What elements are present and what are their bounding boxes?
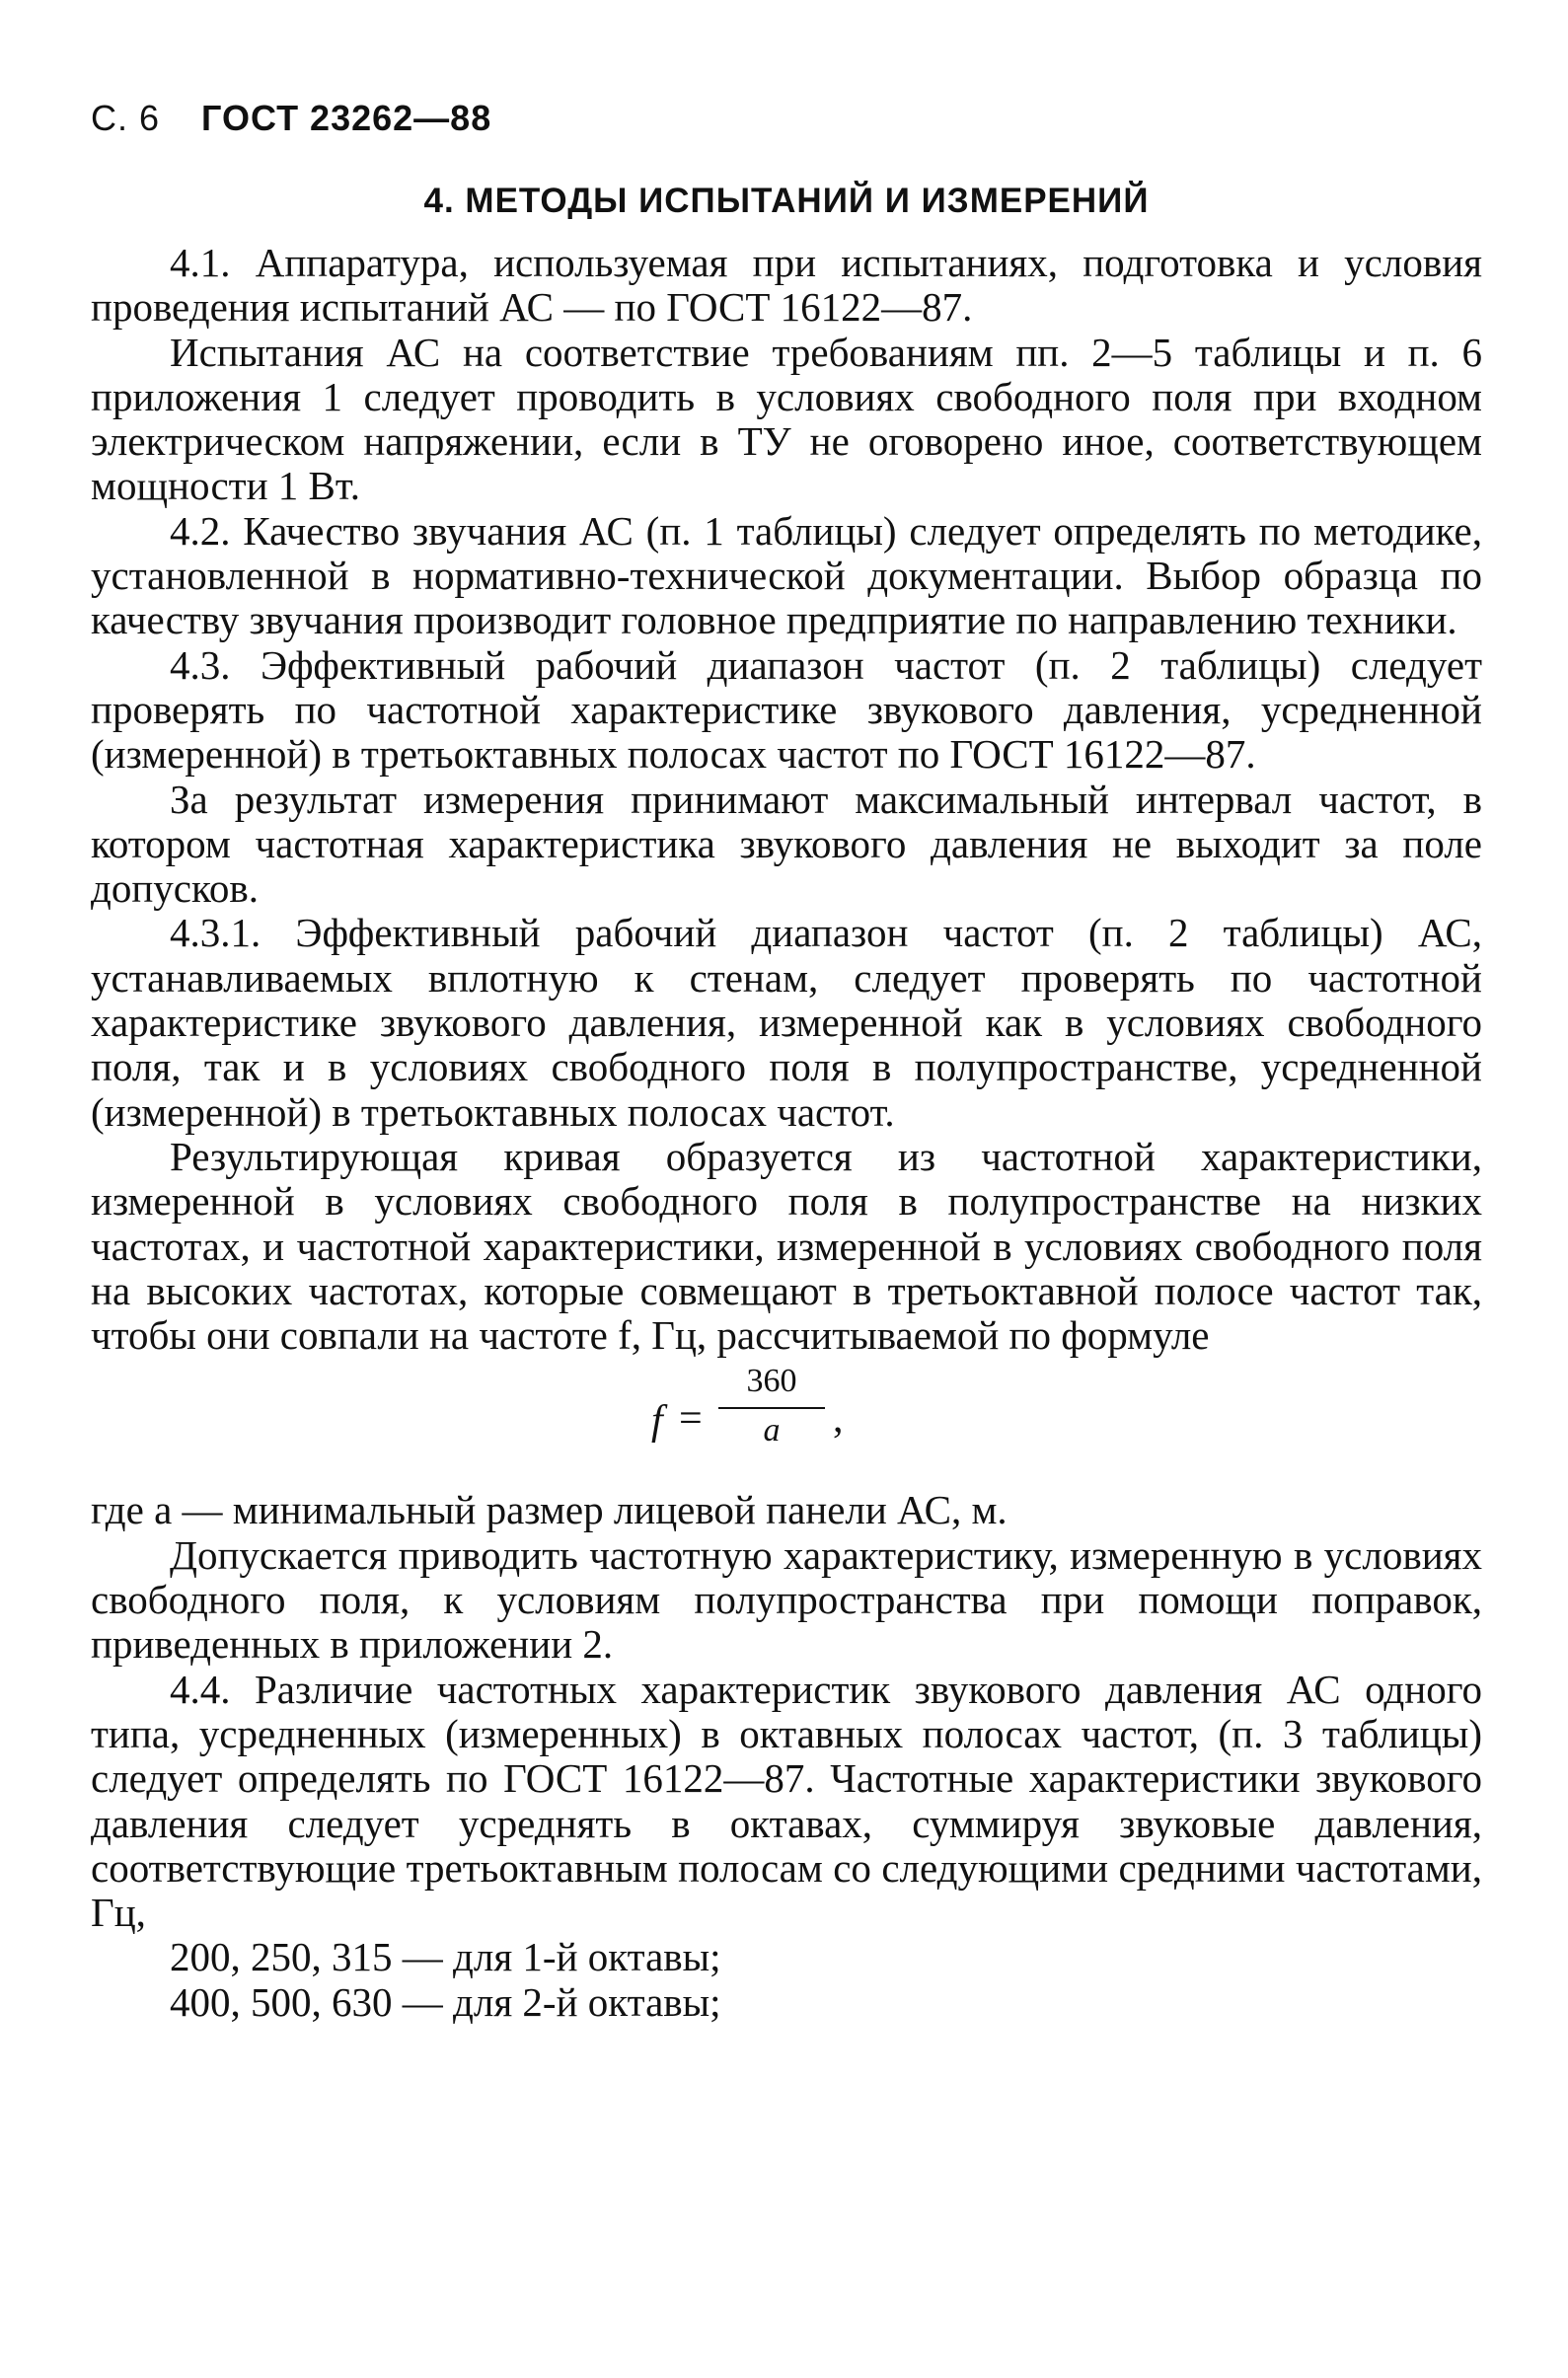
paragraph-4-1: 4.1. Аппаратура, используемая при испытаниях, подготовка и условия проведения испытаний АС — по ГОСТ 16122—87. (91, 240, 1482, 331)
frequency-formula (91, 1362, 1482, 1480)
paragraph-where-a: где a — минимальный размер лицевой панели АС, м. (91, 1487, 1008, 1533)
paragraph-corrections: Допускается приводить частотную характеристику, измеренную в условиях свободного поля, к условиям полупространства при помощи поправок, приведенных в приложении 2. (91, 1531, 1482, 1668)
paragraph-4-3-1: 4.3.1. Эффективный рабочий диапазон частот (п. 2 таблицы) АС, устанавливаемых вплотную к стенам, следует проверять по частотной характеристике звукового давления, измеренной как в условиях свободного поля, так и в условиях свободного поля в полупространстве, усредненной (измеренной) в третьоктавных полосах частот. (91, 910, 1482, 1135)
document-body (91, 241, 1482, 2025)
formula-equals: = (679, 1396, 703, 1443)
formula-fraction (712, 1362, 831, 1449)
page-number: С. 6 (91, 98, 161, 138)
formula-comma: , (833, 1396, 844, 1443)
formula-denominator: a (763, 1412, 781, 1449)
paragraph-resulting-curve: Результирующая кривая образуется из частотной характеристики, измеренной в условиях свободного поля в полупространстве на низких частотах, и частотной характеристики, измеренной в условиях свободного поля на высоких частотах, которые совмещают в третьоктавной полосе частот так, чтобы они совпали на частоте f, Гц, рассчитываемой по формуле (91, 1133, 1482, 1359)
paragraph-test-conditions: Испытания АС на соответствие требованиям пп. 2—5 таблицы и п. 6 приложения 1 следует проводить в условиях свободного поля при входном электрическом напряжении, если в ТУ не оговорено иное, соответствующем мощности 1 Вт. (91, 329, 1482, 509)
formula-fraction-bar (718, 1407, 825, 1409)
page-header (91, 97, 1482, 146)
document-page (91, 97, 1482, 2025)
paragraph-4-3: 4.3. Эффективный рабочий диапазон частот (п. 2 таблицы) следует проверять по частотной характеристике звукового давления, усредненной (измеренной) в третьоктавных полосах частот по ГОСТ 16122—87. (91, 641, 1482, 778)
paragraph-4-4: 4.4. Различие частотных характеристик звукового давления АС одного типа, усредненных (измеренных) в октавных полосах частот, (п. 3 таблицы) следует определять по ГОСТ 16122—87. Частотные характеристики звукового давления следует усреднять в октавах, суммируя звуковые давления, соответствующие третьоктавным полосам со следующими средними частотами, Гц, (91, 1666, 1482, 1936)
standard-title: ГОСТ 23262—88 (201, 98, 492, 138)
list-item-octave-2: 400, 500, 630 — для 2-й октавы; (170, 1978, 721, 2025)
paragraph-measurement-result: За результат измерения принимают максимальный интервал частот, в котором частотная характеристика звукового давления не выходит за поле допусков. (91, 776, 1482, 912)
formula-variable: f (651, 1398, 663, 1445)
section-title: 4. МЕТОДЫ ИСПЫТАНИЙ И ИЗМЕРЕНИЙ (423, 182, 1150, 220)
list-item-octave-1: 200, 250, 315 — для 1-й октавы; (170, 1934, 721, 1980)
formula-numerator: 360 (746, 1363, 797, 1400)
paragraph-4-2: 4.2. Качество звучания АС (п. 1 таблицы) следует определять по методике, установленной в нормативно-технической документации. Выбор образца по качеству звучания производит головное предприятие по направлению техники. (91, 507, 1482, 643)
